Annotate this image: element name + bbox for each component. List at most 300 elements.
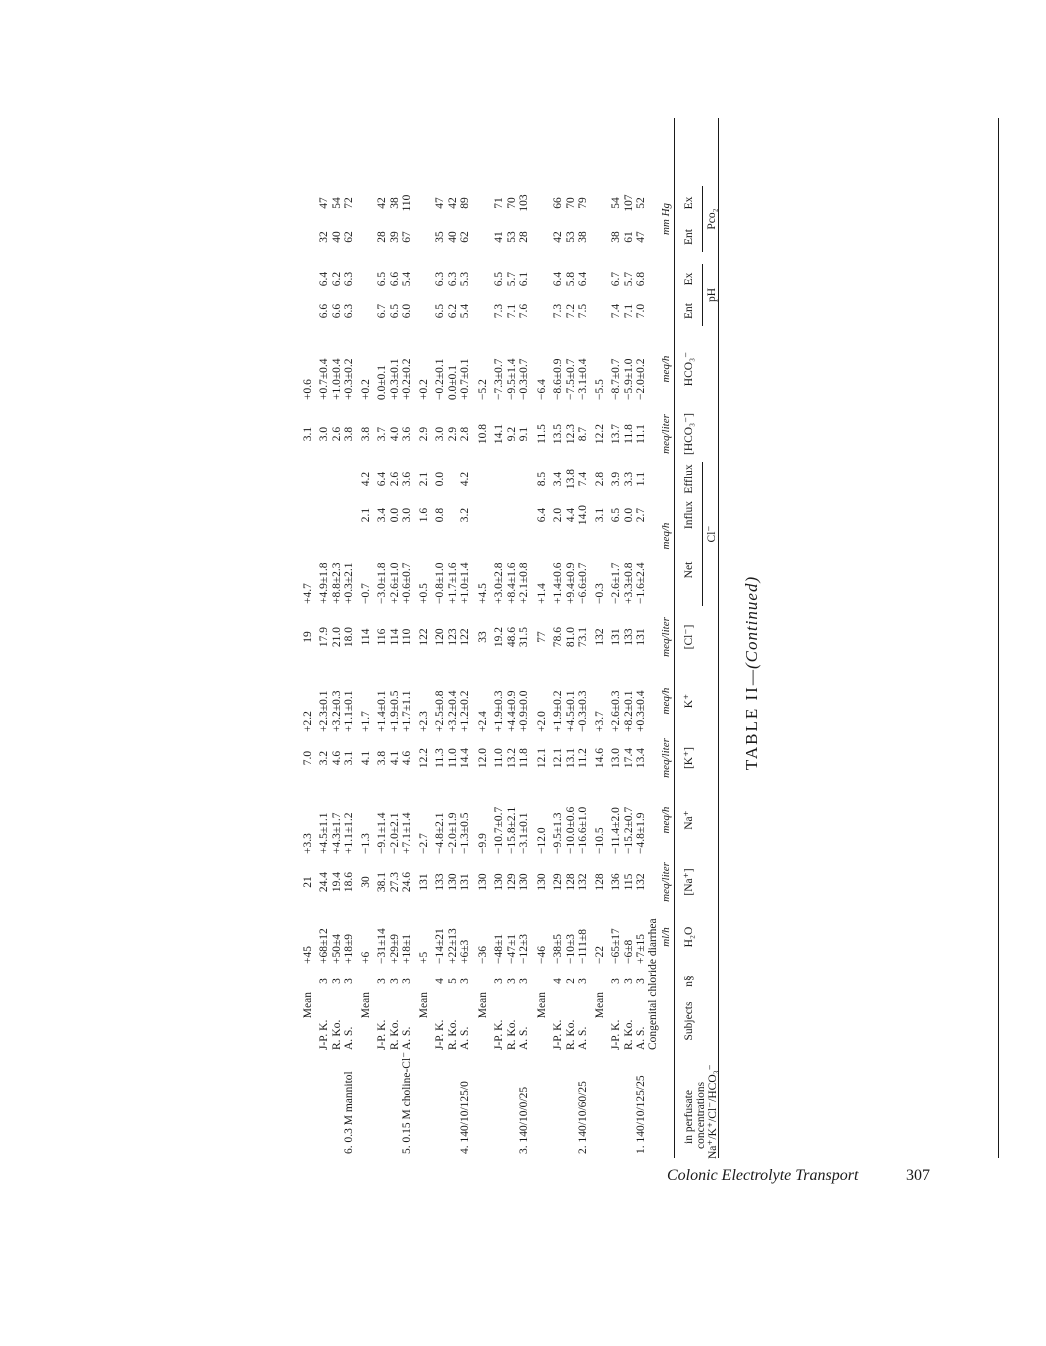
cell-hco3-conc: 3.0 <box>434 426 447 442</box>
cell-hco3-conc: 11.5 <box>535 424 548 444</box>
cell-ph-ex: 6.4 <box>577 271 589 287</box>
cell-pco2-ex: 110 <box>401 194 413 212</box>
cell-ph-ent: 5.4 <box>459 303 471 319</box>
cell-hco3-flux: +0.7±0.1 <box>459 358 471 400</box>
cell-na-conc: 131 <box>417 873 430 891</box>
cell-cl-influx: 3.0 <box>401 507 413 523</box>
perfusate-label: 2. 140/10/60/25 <box>577 1081 589 1154</box>
cell-cl-net: +8.8±2.3 <box>330 562 343 604</box>
cell-cl-efflux: 7.4 <box>577 471 589 487</box>
unit-k: meq/h <box>660 687 672 715</box>
cell-h2o: −111±8 <box>577 929 589 964</box>
n-value: 3 <box>493 978 506 984</box>
cell-na-flux: −3.1±0.1 <box>518 812 530 854</box>
cell-na-flux: +4.3±1.7 <box>330 812 343 854</box>
unit-na: meq/h <box>660 806 672 834</box>
cell-k-conc: 17.4 <box>622 747 635 769</box>
cell-na-conc: 133 <box>434 873 447 891</box>
cell-ph-ent: 6.3 <box>343 303 355 319</box>
header-ph-ent: Ent <box>683 303 695 319</box>
cell-cl-influx: 0.8 <box>434 507 447 523</box>
cell-k-flux: +4.4±0.9 <box>505 690 518 732</box>
header-hco3-conc: [HCO₃⁻] <box>683 412 695 456</box>
cell-h2o: −38±5 <box>552 933 565 964</box>
cell-ph-ex: 6.4 <box>552 271 565 287</box>
cell-k-conc: 12.2 <box>417 747 430 769</box>
cell-na-flux: +1.1±1.2 <box>343 812 355 854</box>
cell-cl-efflux: 13.8 <box>564 468 577 490</box>
cell-k-conc: 7.0 <box>301 750 314 766</box>
n-value: 3 <box>518 978 530 984</box>
cell-cl-conc: 81.0 <box>564 626 577 648</box>
cell-cl-conc: 21.0 <box>330 626 343 648</box>
cell-na-flux: −9.1±1.4 <box>376 812 389 854</box>
cell-cl-conc: 73.1 <box>577 626 589 648</box>
header-na: Na⁺ <box>683 810 695 830</box>
cell-na-conc: 21 <box>301 876 314 888</box>
n-value: 3 <box>401 978 413 984</box>
cell-k-flux: +2.5±0.8 <box>434 690 447 732</box>
subject-name: J-P. K. <box>376 1019 389 1050</box>
cell-k-flux: +1.9±0.2 <box>552 690 565 732</box>
cell-pco2-ex: 103 <box>518 194 530 212</box>
cell-cl-conc: 114 <box>359 628 372 646</box>
cell-cl-influx: 2.1 <box>359 507 372 523</box>
cell-cl-efflux: 3.4 <box>552 471 565 487</box>
header-ph-ex: Ex <box>683 272 695 286</box>
cell-cl-conc: 110 <box>401 628 413 646</box>
cell-pco2-ex: 66 <box>552 197 565 209</box>
header-pco2-ent: Ent <box>683 229 695 245</box>
cell-ph-ex: 5.7 <box>505 271 518 287</box>
header-hco3: HCO₃⁻ <box>683 351 695 387</box>
cell-cl-conc: 19 <box>301 631 314 643</box>
cell-cl-net: +9.4±0.9 <box>564 562 577 604</box>
cell-hco3-flux: +0.6 <box>301 379 314 400</box>
cell-cl-conc: 19.2 <box>493 626 506 648</box>
cell-hco3-conc: 13.5 <box>552 423 565 445</box>
cell-pco2-ent: 67 <box>401 231 413 243</box>
subject-name: Mean <box>476 992 489 1019</box>
n-value: 3 <box>376 978 389 984</box>
cell-hco3-flux: +0.2 <box>417 379 430 400</box>
cell-cl-efflux: 3.6 <box>401 471 413 487</box>
cell-k-conc: 14.6 <box>593 747 606 769</box>
header-n: n§ <box>683 975 695 987</box>
header-ph-group: pH <box>706 287 718 303</box>
cell-cl-net: +4.5 <box>476 583 489 604</box>
cell-hco3-conc: 12.3 <box>564 423 577 445</box>
cell-pco2-ent: 38 <box>577 231 589 243</box>
cell-na-conc: 18.6 <box>343 871 355 893</box>
cell-na-flux: −15.2±0.7 <box>622 806 635 854</box>
header-na-conc: [Na⁺] <box>683 868 695 896</box>
cell-cl-conc: 77 <box>535 631 548 643</box>
cell-hco3-flux: 0.0±0.1 <box>376 364 389 400</box>
cell-cl-conc: 31.5 <box>518 626 530 648</box>
header-pco2-group: Pco₂ <box>706 208 718 230</box>
cell-hco3-flux: −0.3±0.7 <box>518 358 530 400</box>
cell-ph-ent: 6.0 <box>401 303 413 319</box>
cell-cl-influx: 0.0 <box>388 507 401 523</box>
cell-ph-ex: 6.2 <box>330 271 343 287</box>
cell-ph-ent: 7.0 <box>635 303 647 319</box>
cell-na-flux: −2.0±2.1 <box>388 812 401 854</box>
cell-k-flux: +0.3±0.4 <box>635 690 647 732</box>
cell-k-conc: 3.1 <box>343 750 355 766</box>
pco2-group-rule <box>702 186 703 252</box>
cell-hco3-flux: −8.7±0.7 <box>610 358 623 400</box>
cell-k-flux: +4.5±0.1 <box>564 690 577 732</box>
cell-cl-net: +2.1±0.8 <box>518 562 530 604</box>
cell-cl-net: −3.0±1.8 <box>376 562 389 604</box>
n-value: 3 <box>635 978 647 984</box>
cell-hco3-flux: −5.5 <box>593 379 606 400</box>
cell-hco3-flux: +1.0±0.4 <box>330 358 343 400</box>
n-value: 3 <box>388 978 401 984</box>
cell-ph-ent: 6.5 <box>388 303 401 319</box>
cell-k-flux: +3.2±0.4 <box>446 690 459 732</box>
cell-h2o: +45 <box>301 946 314 964</box>
cell-cl-conc: 48.6 <box>505 626 518 648</box>
cell-k-conc: 11.0 <box>493 748 506 768</box>
cell-k-flux: +1.1±0.1 <box>343 690 355 732</box>
n-value: 3 <box>577 978 589 984</box>
cell-pco2-ex: 79 <box>577 197 589 209</box>
cell-cl-conc: 122 <box>459 628 471 646</box>
cell-cl-conc: 132 <box>593 628 606 646</box>
cell-hco3-flux: −7.5±0.7 <box>564 358 577 400</box>
cell-cl-net: +4.9±1.8 <box>318 562 331 604</box>
cell-ph-ent: 7.1 <box>622 303 635 319</box>
unit-cl: meq/h <box>660 522 672 550</box>
cell-na-conc: 115 <box>622 873 635 891</box>
cell-cl-efflux: 4.2 <box>359 471 372 487</box>
cell-na-flux: −15.8±2.1 <box>505 806 518 854</box>
cell-na-conc: 128 <box>564 873 577 891</box>
cell-na-flux: −2.0±1.9 <box>446 812 459 854</box>
cell-na-flux: −16.6±1.0 <box>577 806 589 854</box>
cell-ph-ex: 6.8 <box>635 271 647 287</box>
perfusate-label: 1. 140/10/125/25 <box>635 1075 647 1154</box>
cell-pco2-ent: 32 <box>318 231 331 243</box>
cell-ph-ex: 6.3 <box>434 271 447 287</box>
cell-k-conc: 12.1 <box>552 747 565 769</box>
cell-k-conc: 12.0 <box>476 747 489 769</box>
cell-hco3-conc: 14.1 <box>493 423 506 445</box>
cell-h2o: −36 <box>476 946 489 964</box>
cell-k-conc: 11.0 <box>446 748 459 768</box>
cell-pco2-ent: 40 <box>330 231 343 243</box>
cell-h2o: −6±8 <box>622 939 635 964</box>
cell-pco2-ent: 41 <box>493 231 506 243</box>
subject-name: R. Ko. <box>505 1019 518 1050</box>
cell-na-conc: 130 <box>493 873 506 891</box>
subject-name: J-P. K. <box>552 1019 565 1050</box>
cell-pco2-ex: 54 <box>610 197 623 209</box>
cell-cl-efflux: 3.3 <box>622 471 635 487</box>
cell-cl-conc: 122 <box>417 628 430 646</box>
cell-k-conc: 13.4 <box>635 747 647 769</box>
cell-cl-influx: 4.4 <box>564 507 577 523</box>
cell-na-conc: 129 <box>505 873 518 891</box>
n-value: 3 <box>622 978 635 984</box>
subject-name: A. S. <box>635 1026 647 1050</box>
cell-k-flux: +2.0 <box>535 711 548 732</box>
cell-cl-influx: 3.1 <box>593 507 606 523</box>
cell-pco2-ex: 47 <box>434 197 447 209</box>
cell-h2o: −46 <box>535 946 548 964</box>
cell-na-conc: 130 <box>535 873 548 891</box>
cell-na-flux: −4.8±1.9 <box>635 812 647 854</box>
header-rule <box>674 118 675 1158</box>
cell-ph-ent: 7.4 <box>610 303 623 319</box>
cell-cl-net: +3.0±2.8 <box>493 562 506 604</box>
subject-name: J-P. K. <box>493 1019 506 1050</box>
cell-k-flux: +1.7 <box>359 711 372 732</box>
subject-name: Mean <box>301 992 314 1019</box>
cell-k-flux: +2.3±0.1 <box>318 690 331 732</box>
cell-pco2-ex: 107 <box>622 194 635 212</box>
cell-ph-ent: 7.6 <box>518 303 530 319</box>
cell-pco2-ex: 89 <box>459 197 471 209</box>
subject-name: R. Ko. <box>564 1019 577 1050</box>
subject-name: Mean <box>359 992 372 1019</box>
cell-ph-ent: 6.6 <box>330 303 343 319</box>
cell-hco3-conc: 3.0 <box>318 426 331 442</box>
cell-h2o: +68±12 <box>318 928 331 964</box>
cell-hco3-flux: −3.1±0.4 <box>577 358 589 400</box>
cell-cl-conc: 131 <box>610 628 623 646</box>
cell-h2o: +29±9 <box>388 933 401 964</box>
cell-hco3-conc: 8.7 <box>577 426 589 442</box>
subject-name: A. S. <box>401 1026 413 1050</box>
cell-na-flux: −1.3±0.5 <box>459 812 471 854</box>
n-value: 3 <box>505 978 518 984</box>
cell-cl-net: −0.7 <box>359 583 372 604</box>
cell-h2o: +6±3 <box>459 939 471 964</box>
cell-ph-ex: 6.3 <box>343 271 355 287</box>
cell-k-conc: 4.6 <box>330 750 343 766</box>
cell-ph-ent: 6.7 <box>376 303 389 319</box>
cell-cl-influx: 3.4 <box>376 507 389 523</box>
cell-hco3-conc: 12.2 <box>593 423 606 445</box>
header-pco2-ex: Ex <box>683 196 695 210</box>
top-rule <box>718 118 719 1158</box>
cell-pco2-ent: 53 <box>564 231 577 243</box>
cell-ph-ex: 5.8 <box>564 271 577 287</box>
cell-pco2-ex: 42 <box>446 197 459 209</box>
subject-name: J-P. K. <box>610 1019 623 1050</box>
cell-ph-ent: 7.3 <box>493 303 506 319</box>
cell-pco2-ent: 38 <box>610 231 623 243</box>
cell-na-conc: 130 <box>446 873 459 891</box>
subject-name: J-P. K. <box>318 1019 331 1050</box>
n-value: 3 <box>343 978 355 984</box>
cell-ph-ex: 6.5 <box>493 271 506 287</box>
cell-hco3-flux: −2.0±0.2 <box>635 358 647 400</box>
cell-cl-net: +3.3±0.8 <box>622 562 635 604</box>
header-perfusate-2: concentrations <box>695 1081 707 1149</box>
cell-pco2-ent: 62 <box>459 231 471 243</box>
cell-k-conc: 3.2 <box>318 750 331 766</box>
cell-h2o: −12±3 <box>518 933 530 964</box>
n-value: 2 <box>564 978 577 984</box>
page-number: 307 <box>906 1167 930 1184</box>
cell-k-flux: +3.7 <box>593 711 606 732</box>
cell-k-conc: 11.3 <box>434 748 447 768</box>
cell-pco2-ent: 62 <box>343 231 355 243</box>
cell-na-conc: 128 <box>593 873 606 891</box>
subject-name: J-P. K. <box>434 1019 447 1050</box>
cell-k-flux: −0.3±0.3 <box>577 690 589 732</box>
header-k: K⁺ <box>683 693 695 709</box>
cell-hco3-conc: 3.8 <box>343 426 355 442</box>
cell-pco2-ent: 47 <box>635 231 647 243</box>
cell-pco2-ent: 61 <box>622 231 635 243</box>
cell-na-conc: 38.1 <box>376 871 389 893</box>
subject-name: Mean <box>535 992 548 1019</box>
cell-hco3-conc: 3.8 <box>359 426 372 442</box>
cell-ph-ex: 6.1 <box>518 271 530 287</box>
cell-cl-conc: 116 <box>376 628 389 646</box>
unit-hco3: meq/h <box>660 355 672 383</box>
subject-name: Mean <box>417 992 430 1019</box>
cell-hco3-flux: −8.6±0.9 <box>552 358 565 400</box>
cell-na-flux: −9.5±1.3 <box>552 812 565 854</box>
cell-cl-net: +4.7 <box>301 583 314 604</box>
cell-cl-conc: 17.9 <box>318 626 331 648</box>
cell-ph-ent: 7.3 <box>552 303 565 319</box>
unit-pco2: mm Hg <box>660 202 672 236</box>
n-value: 3 <box>459 978 471 984</box>
cell-ph-ent: 7.5 <box>577 303 589 319</box>
cell-hco3-conc: 4.0 <box>388 426 401 442</box>
cell-k-flux: +2.3 <box>417 711 430 732</box>
perfusate-label: 4. 140/10/125/0 <box>459 1081 471 1154</box>
cell-cl-efflux: 8.5 <box>535 471 548 487</box>
unit-k-conc: meq/liter <box>660 738 672 778</box>
cell-na-flux: −10.0±0.6 <box>564 806 577 854</box>
cell-pco2-ex: 71 <box>493 197 506 209</box>
cell-na-conc: 24.4 <box>318 871 331 893</box>
ph-group-rule <box>702 264 703 326</box>
cell-k-conc: 3.8 <box>376 750 389 766</box>
cell-cl-conc: 18.0 <box>343 626 355 648</box>
running-title: Colonic Electrolyte Transport <box>667 1167 859 1184</box>
cell-cl-efflux: 2.1 <box>417 471 430 487</box>
cell-hco3-flux: +0.2 <box>359 379 372 400</box>
n-value: 4 <box>552 978 565 984</box>
cell-k-flux: +0.9±0.0 <box>518 690 530 732</box>
cell-cl-efflux: 2.6 <box>388 471 401 487</box>
cell-pco2-ent: 40 <box>446 231 459 243</box>
cell-cl-conc: 114 <box>388 628 401 646</box>
cell-pco2-ex: 42 <box>376 197 389 209</box>
header-subjects: Subjects <box>683 1001 695 1041</box>
cell-na-flux: −9.9 <box>476 833 489 854</box>
cell-cl-influx: 6.4 <box>535 507 548 523</box>
cell-h2o: +18±9 <box>343 933 355 964</box>
cell-cl-net: +2.6±1.0 <box>388 562 401 604</box>
cell-na-conc: 132 <box>577 873 589 891</box>
cell-cl-influx: 1.6 <box>417 507 430 523</box>
perfusate-label: 5. 0.15 M choline-Cl⁻ <box>401 1051 413 1154</box>
cell-hco3-conc: 11.1 <box>635 424 647 444</box>
cell-ph-ex: 6.7 <box>610 271 623 287</box>
cell-na-conc: 136 <box>610 873 623 891</box>
cell-cl-efflux: 3.9 <box>610 471 623 487</box>
cell-cl-net: −2.6±1.7 <box>610 562 623 604</box>
cell-ph-ex: 6.4 <box>318 271 331 287</box>
subject-name: R. Ko. <box>388 1019 401 1050</box>
cell-hco3-flux: 0.0±0.1 <box>446 364 459 400</box>
header-cl-conc: [Cl⁻] <box>683 624 695 650</box>
cell-cl-net: +1.0±1.4 <box>459 562 471 604</box>
perfusate-label: 3. 140/10/0/25 <box>518 1086 530 1154</box>
cell-ph-ex: 6.3 <box>446 271 459 287</box>
cell-na-conc: 131 <box>459 873 471 891</box>
unit-h2o: ml/h <box>660 927 672 947</box>
cell-cl-conc: 131 <box>635 628 647 646</box>
cell-cl-efflux: 1.1 <box>635 471 647 487</box>
cell-hco3-conc: 9.1 <box>518 426 530 442</box>
cell-cl-influx: 14.0 <box>577 504 589 526</box>
cell-k-flux: +1.7±1.1 <box>401 690 413 732</box>
cell-k-conc: 12.1 <box>535 747 548 769</box>
cell-h2o: +18±1 <box>401 933 413 964</box>
cell-pco2-ex: 70 <box>564 197 577 209</box>
cell-cl-net: +0.6±0.7 <box>401 562 413 604</box>
cell-k-flux: +1.9±0.3 <box>493 690 506 732</box>
cell-na-conc: 30 <box>359 876 372 888</box>
header-h2o: H₂O <box>683 926 695 948</box>
cell-h2o: −65±17 <box>610 928 623 964</box>
cell-k-flux: +3.2±0.3 <box>330 690 343 732</box>
cell-ph-ent: 6.5 <box>434 303 447 319</box>
cell-cl-net: +1.7±1.6 <box>446 562 459 604</box>
cell-hco3-flux: +0.3±0.1 <box>388 358 401 400</box>
cell-pco2-ent: 53 <box>505 231 518 243</box>
cell-k-conc: 13.2 <box>505 747 518 769</box>
header-perfusate-3: in perfusate <box>683 1090 695 1144</box>
cell-cl-efflux: 2.8 <box>593 471 606 487</box>
table-title: TABLE II <box>742 685 761 771</box>
cell-cl-net: −6.6±0.7 <box>577 562 589 604</box>
n-value: 3 <box>318 978 331 984</box>
cell-hco3-conc: 3.6 <box>401 426 413 442</box>
cell-hco3-flux: −9.5±1.4 <box>505 358 518 400</box>
cell-na-conc: 130 <box>518 873 530 891</box>
header-cl-efflux: Efflux <box>683 464 695 494</box>
cell-hco3-flux: −5.2 <box>476 379 489 400</box>
cell-hco3-conc: 11.8 <box>622 424 635 444</box>
cell-hco3-flux: +0.7±0.4 <box>318 358 331 400</box>
cell-na-flux: +7.1±1.4 <box>401 812 413 854</box>
unit-na-conc: meq/liter <box>660 862 672 902</box>
cell-na-flux: −1.3 <box>359 833 372 854</box>
cell-pco2-ent: 42 <box>552 231 565 243</box>
cell-ph-ex: 5.4 <box>401 271 413 287</box>
cell-k-conc: 4.1 <box>359 750 372 766</box>
cell-h2o: −14±21 <box>434 928 447 964</box>
cell-pco2-ent: 35 <box>434 231 447 243</box>
cell-ph-ent: 6.2 <box>446 303 459 319</box>
cell-ph-ex: 6.5 <box>376 271 389 287</box>
cell-hco3-flux: −6.4 <box>535 379 548 400</box>
section-label: Congenital chloride diarrhea <box>647 918 659 1050</box>
cell-ph-ex: 5.3 <box>459 271 471 287</box>
